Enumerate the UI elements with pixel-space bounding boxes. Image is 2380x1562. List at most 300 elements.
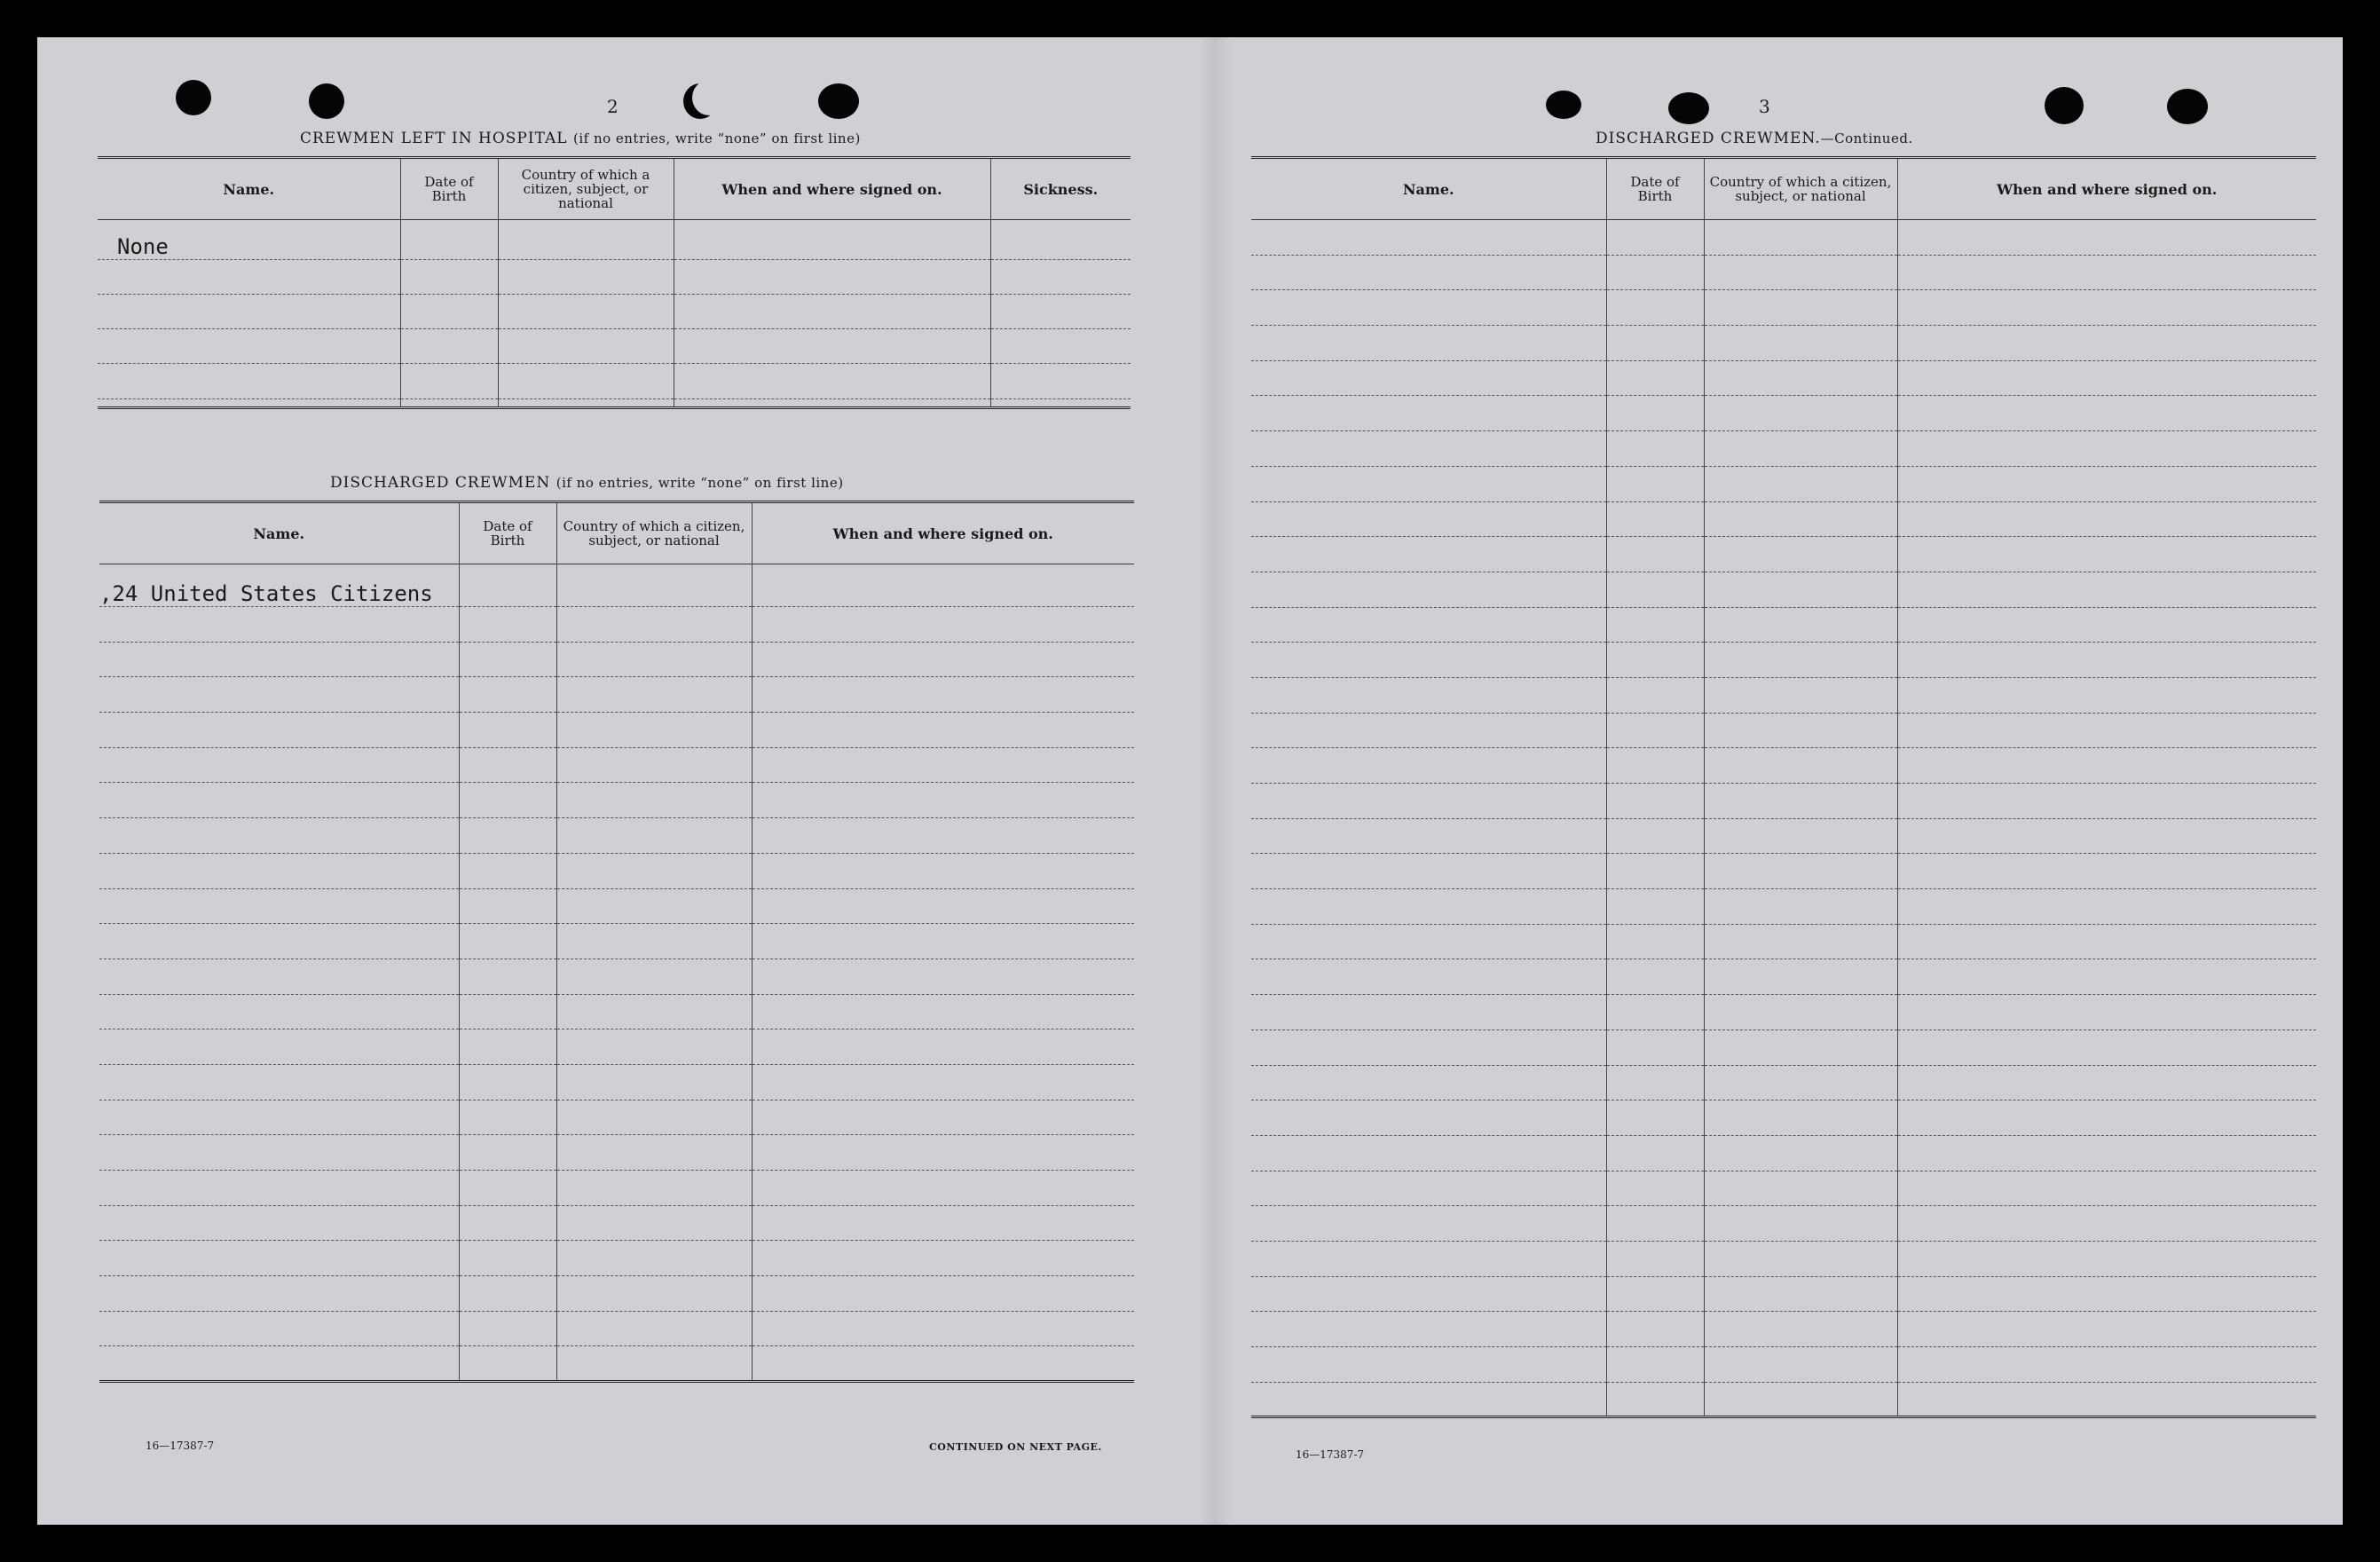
table-row: [98, 220, 1131, 260]
table-cell: [1897, 818, 2316, 854]
table-cell: [1704, 1100, 1897, 1136]
table-cell: [99, 853, 459, 888]
table-cell: [990, 220, 1131, 260]
table-cell: [1251, 255, 1606, 290]
table-cell: [99, 642, 459, 677]
table-cell: [1704, 1135, 1897, 1171]
table-cell: [98, 364, 400, 399]
discharged-table: [99, 501, 1134, 1383]
table-row: [99, 1241, 1134, 1276]
hospital-title-note: (if no entries, write “none” on first line): [572, 130, 861, 146]
table-cell: [1897, 607, 2316, 643]
column-header-signed-on: When and where signed on.: [752, 502, 1134, 564]
table-cell: [752, 713, 1134, 748]
table-cell: [752, 924, 1134, 959]
table-cell: [1704, 748, 1897, 784]
table-cell: [1897, 501, 2316, 537]
table-cell: [1606, 748, 1704, 784]
column-header-signed-on: When and where signed on.: [1897, 158, 2316, 220]
table-cell: [556, 1311, 752, 1346]
table-row: [98, 399, 1131, 408]
table-cell: [1251, 501, 1606, 537]
table-cell: [1704, 995, 1897, 1030]
table-cell: [1606, 854, 1704, 889]
table-cell: [1704, 1347, 1897, 1383]
table-cell: [1704, 290, 1897, 326]
hospital-rows: [98, 220, 1131, 408]
table-cell: [752, 1311, 1134, 1346]
table-row: [99, 1346, 1134, 1382]
table-cell: [1606, 1382, 1704, 1417]
table-row: [1251, 1030, 2316, 1065]
table-cell: [498, 295, 674, 329]
table-cell: [1606, 889, 1704, 925]
table-cell: [1251, 220, 1606, 256]
table-cell: [1897, 677, 2316, 713]
table-row: [99, 564, 1134, 607]
table-cell: [1897, 854, 2316, 889]
table-cell: [752, 1276, 1134, 1312]
table-cell: [752, 853, 1134, 888]
table-row: [1251, 995, 2316, 1030]
table-cell: [1704, 572, 1897, 607]
table-cell: [752, 1030, 1134, 1065]
table-cell: [459, 924, 556, 959]
table-cell: [1704, 537, 1897, 572]
table-cell: [1606, 431, 1704, 467]
table-cell: [1704, 959, 1897, 995]
discharged-entry-name: ,24 United States Citizens: [99, 564, 459, 607]
table-cell: [1897, 1206, 2316, 1242]
table-cell: [1897, 1030, 2316, 1065]
table-row: [1251, 677, 2316, 713]
column-header-country: Country of which a citizen, subject, or national: [556, 502, 752, 564]
table-cell: [459, 1064, 556, 1100]
table-cell: [1704, 220, 1897, 256]
table-cell: [1606, 1347, 1704, 1383]
table-cell: [1897, 1241, 2316, 1276]
table-row: [1251, 537, 2316, 572]
table-cell: [674, 295, 990, 329]
discharged-title-note: (if no entries, write “none” on first line): [556, 475, 844, 491]
table-cell: [1251, 326, 1606, 361]
table-row: [99, 888, 1134, 924]
table-cell: [752, 818, 1134, 854]
table-cell: [1606, 607, 1704, 643]
table-cell: [1251, 924, 1606, 959]
table-row: [1251, 713, 2316, 748]
table-cell: [1606, 1100, 1704, 1136]
table-cell: [1251, 748, 1606, 784]
table-cell: [1606, 396, 1704, 431]
table-row: [99, 1205, 1134, 1241]
discharged-rows: [99, 564, 1134, 1382]
table-cell: [556, 818, 752, 854]
table-cell: [556, 958, 752, 994]
table-row: [99, 818, 1134, 854]
hospital-section-title: [300, 130, 861, 147]
page-number-left: 2: [607, 96, 619, 117]
continued-section-title: [1596, 130, 1913, 147]
table-cell: [1606, 995, 1704, 1030]
punch-hole: [1668, 92, 1709, 124]
table-cell: [1606, 1276, 1704, 1312]
table-row: [1251, 431, 2316, 467]
table-row: [99, 713, 1134, 748]
table-cell: [1606, 501, 1704, 537]
table-cell: [459, 1100, 556, 1135]
table-row: [1251, 959, 2316, 995]
column-header-date-of-birth: Date of Birth: [400, 158, 498, 220]
column-header-date-of-birth: Date of Birth: [459, 502, 556, 564]
discharged-section-title: [330, 474, 844, 492]
table-cell: [1251, 1030, 1606, 1065]
table-cell: [1606, 924, 1704, 959]
table-cell: [1606, 677, 1704, 713]
table-cell: [1704, 784, 1897, 819]
table-cell: [99, 1064, 459, 1100]
table-cell: [1897, 1276, 2316, 1312]
table-cell: [556, 642, 752, 677]
table-cell: [1606, 1030, 1704, 1065]
column-header-signed-on: When and where signed on.: [674, 158, 990, 220]
table-cell: [556, 783, 752, 818]
table-cell: [674, 220, 990, 260]
form-number-right: 16—17387-7: [1296, 1448, 1365, 1461]
table-cell: [98, 260, 400, 295]
table-cell: [1606, 290, 1704, 326]
table-cell: [459, 1241, 556, 1276]
table-row: [1251, 1206, 2316, 1242]
table-cell: [498, 220, 674, 260]
table-cell: [459, 853, 556, 888]
table-cell: [1606, 220, 1704, 256]
table-cell: [98, 329, 400, 364]
table-cell: [99, 747, 459, 783]
continued-title-text: DISCHARGED CREWMEN.: [1596, 130, 1821, 147]
table-cell: [752, 1205, 1134, 1241]
table-row: [1251, 748, 2316, 784]
table-cell: [556, 1100, 752, 1135]
table-row: [1251, 1065, 2316, 1100]
table-cell: [459, 1276, 556, 1312]
table-cell: [1897, 995, 2316, 1030]
table-cell: [459, 747, 556, 783]
table-row: [1251, 255, 2316, 290]
table-cell: [556, 564, 752, 607]
table-cell: [1606, 1312, 1704, 1347]
table-row: [99, 607, 1134, 643]
continued-rows: [1251, 220, 2316, 1417]
table-cell: [1251, 818, 1606, 854]
punch-hole: [176, 80, 211, 115]
table-row: [1251, 1382, 2316, 1417]
table-cell: [1704, 1312, 1897, 1347]
table-cell: [556, 1135, 752, 1171]
table-cell: [98, 295, 400, 329]
table-cell: [99, 783, 459, 818]
table-cell: [1606, 959, 1704, 995]
table-cell: [1251, 396, 1606, 431]
table-row: [99, 642, 1134, 677]
table-cell: [99, 1346, 459, 1382]
table-cell: [99, 958, 459, 994]
column-header-name: Name.: [1251, 158, 1606, 220]
table-row: [1251, 818, 2316, 854]
table-cell: [1606, 1206, 1704, 1242]
table-cell: [1251, 1171, 1606, 1206]
table-row: [1251, 360, 2316, 396]
table-cell: [1606, 537, 1704, 572]
punch-hole: [692, 80, 726, 115]
table-cell: [752, 1135, 1134, 1171]
table-row: [1251, 396, 2316, 431]
table-cell: [99, 1030, 459, 1065]
table-row: [1251, 326, 2316, 361]
hospital-title-text: CREWMEN LEFT IN HOSPITAL: [300, 130, 568, 147]
table-cell: [1704, 818, 1897, 854]
table-cell: [459, 607, 556, 643]
table-cell: [1606, 572, 1704, 607]
table-row: [99, 783, 1134, 818]
table-row: [1251, 1171, 2316, 1206]
table-cell: [1897, 290, 2316, 326]
table-row: [99, 1030, 1134, 1065]
table-row: [99, 994, 1134, 1030]
table-cell: [1251, 537, 1606, 572]
table-row: [99, 1276, 1134, 1312]
table-row: [98, 260, 1131, 295]
table-cell: [1897, 431, 2316, 467]
table-cell: [1606, 643, 1704, 678]
table-cell: [1897, 1312, 2316, 1347]
table-cell: [752, 783, 1134, 818]
table-cell: [1897, 572, 2316, 607]
table-cell: [1897, 748, 2316, 784]
table-cell: [1704, 466, 1897, 501]
table-row: [99, 1311, 1134, 1346]
table-cell: [1251, 959, 1606, 995]
discharged-continued-table: [1251, 156, 2316, 1418]
table-cell: [1704, 607, 1897, 643]
table-cell: [1251, 1206, 1606, 1242]
table-cell: [556, 994, 752, 1030]
table-cell: [1897, 360, 2316, 396]
table-cell: [1606, 1065, 1704, 1100]
table-cell: [556, 888, 752, 924]
table-cell: [752, 677, 1134, 713]
punch-hole: [2045, 87, 2084, 124]
table-cell: [400, 364, 498, 399]
table-cell: [1897, 959, 2316, 995]
table-cell: [1704, 1241, 1897, 1276]
table-cell: [1606, 818, 1704, 854]
table-cell: [99, 994, 459, 1030]
table-row: [99, 1100, 1134, 1135]
column-header-date-of-birth: Date of Birth: [1606, 158, 1704, 220]
table-cell: [1704, 643, 1897, 678]
table-row: [1251, 643, 2316, 678]
continued-title-suffix: —Continued.: [1820, 130, 1913, 146]
table-cell: [99, 1205, 459, 1241]
table-cell: [99, 1100, 459, 1135]
table-cell: [990, 364, 1131, 399]
table-row: [1251, 1241, 2316, 1276]
table-cell: [674, 364, 990, 399]
table-row: [1251, 572, 2316, 607]
table-cell: [459, 713, 556, 748]
table-cell: [498, 399, 674, 408]
table-row: [1251, 1276, 2316, 1312]
table-cell: [99, 713, 459, 748]
table-cell: [674, 329, 990, 364]
table-cell: [1606, 326, 1704, 361]
table-cell: [1897, 643, 2316, 678]
table-row: [1251, 290, 2316, 326]
table-row: [1251, 854, 2316, 889]
table-cell: [556, 713, 752, 748]
table-cell: [459, 1205, 556, 1241]
table-cell: [99, 1171, 459, 1206]
table-cell: [556, 853, 752, 888]
table-row: [99, 747, 1134, 783]
table-cell: [1704, 1065, 1897, 1100]
table-cell: [459, 888, 556, 924]
punch-hole: [309, 83, 344, 119]
table-cell: [459, 994, 556, 1030]
table-cell: [556, 1171, 752, 1206]
table-row: [99, 1064, 1134, 1100]
table-row: [1251, 1135, 2316, 1171]
hospital-table: [98, 156, 1131, 409]
table-cell: [752, 1100, 1134, 1135]
table-cell: [459, 677, 556, 713]
punch-hole: [818, 83, 859, 119]
column-header-name: Name.: [98, 158, 400, 220]
table-cell: [498, 364, 674, 399]
table-cell: [459, 958, 556, 994]
table-cell: [990, 399, 1131, 408]
table-cell: [1704, 326, 1897, 361]
table-row: [98, 364, 1131, 399]
table-row: [1251, 607, 2316, 643]
table-cell: [1606, 713, 1704, 748]
table-cell: [752, 1346, 1134, 1382]
table-cell: [1704, 396, 1897, 431]
table-cell: [556, 1346, 752, 1382]
table-cell: [556, 1276, 752, 1312]
page-gutter: [1197, 37, 1233, 1525]
table-cell: [752, 564, 1134, 607]
table-cell: [99, 607, 459, 643]
table-cell: [1251, 854, 1606, 889]
table-cell: [1897, 1135, 2316, 1171]
table-cell: [1704, 255, 1897, 290]
table-cell: [459, 642, 556, 677]
table-cell: [1897, 220, 2316, 256]
column-header-country: Country of which a citizen, subject, or national: [498, 158, 674, 220]
punch-hole: [2167, 89, 2208, 124]
table-cell: [990, 295, 1131, 329]
discharged-title-text: DISCHARGED CREWMEN: [330, 474, 551, 492]
form-number-left: 16—17387-7: [146, 1440, 215, 1452]
table-row: [1251, 1100, 2316, 1136]
table-cell: [99, 677, 459, 713]
table-cell: [400, 295, 498, 329]
table-cell: [1251, 995, 1606, 1030]
table-cell: [1704, 1206, 1897, 1242]
page-number-right: 3: [1759, 96, 1770, 117]
table-cell: [99, 1276, 459, 1312]
table-cell: [556, 747, 752, 783]
table-cell: [556, 677, 752, 713]
table-cell: [459, 1311, 556, 1346]
table-cell: [400, 220, 498, 260]
table-cell: [556, 1205, 752, 1241]
table-cell: [1704, 889, 1897, 925]
table-cell: [752, 958, 1134, 994]
table-cell: [752, 747, 1134, 783]
table-cell: [1897, 784, 2316, 819]
table-cell: [459, 1030, 556, 1065]
table-cell: [674, 399, 990, 408]
table-cell: [1704, 1382, 1897, 1417]
table-cell: [98, 399, 400, 408]
table-cell: [1897, 1065, 2316, 1100]
table-cell: [1897, 889, 2316, 925]
column-header-country: Country of which a citizen, subject, or national: [1704, 158, 1897, 220]
table-cell: [400, 260, 498, 295]
table-cell: [556, 1030, 752, 1065]
table-cell: [1251, 784, 1606, 819]
table-cell: [498, 329, 674, 364]
table-cell: [1897, 1100, 2316, 1136]
table-row: [99, 1171, 1134, 1206]
table-row: [1251, 501, 2316, 537]
table-cell: [1251, 607, 1606, 643]
punch-hole: [1546, 91, 1581, 119]
table-cell: [990, 329, 1131, 364]
column-header-sickness: Sickness.: [990, 158, 1131, 220]
table-cell: [1897, 1347, 2316, 1383]
table-cell: [752, 1171, 1134, 1206]
table-cell: [752, 642, 1134, 677]
table-cell: [400, 399, 498, 408]
table-cell: [400, 329, 498, 364]
table-cell: [674, 260, 990, 295]
document-sheet: [37, 37, 2343, 1525]
table-cell: [1251, 643, 1606, 678]
table-cell: [1897, 537, 2316, 572]
table-cell: [1897, 326, 2316, 361]
table-cell: [1251, 466, 1606, 501]
table-cell: [99, 924, 459, 959]
table-cell: [556, 924, 752, 959]
table-cell: [1897, 1171, 2316, 1206]
table-cell: [1897, 1382, 2316, 1417]
table-row: [99, 1135, 1134, 1171]
table-cell: [1606, 466, 1704, 501]
table-cell: [1251, 1312, 1606, 1347]
table-cell: [99, 888, 459, 924]
table-cell: [1251, 290, 1606, 326]
table-cell: [1251, 889, 1606, 925]
table-cell: [1606, 255, 1704, 290]
table-cell: [1251, 677, 1606, 713]
table-cell: [1704, 1171, 1897, 1206]
table-cell: [752, 888, 1134, 924]
table-cell: [1704, 431, 1897, 467]
